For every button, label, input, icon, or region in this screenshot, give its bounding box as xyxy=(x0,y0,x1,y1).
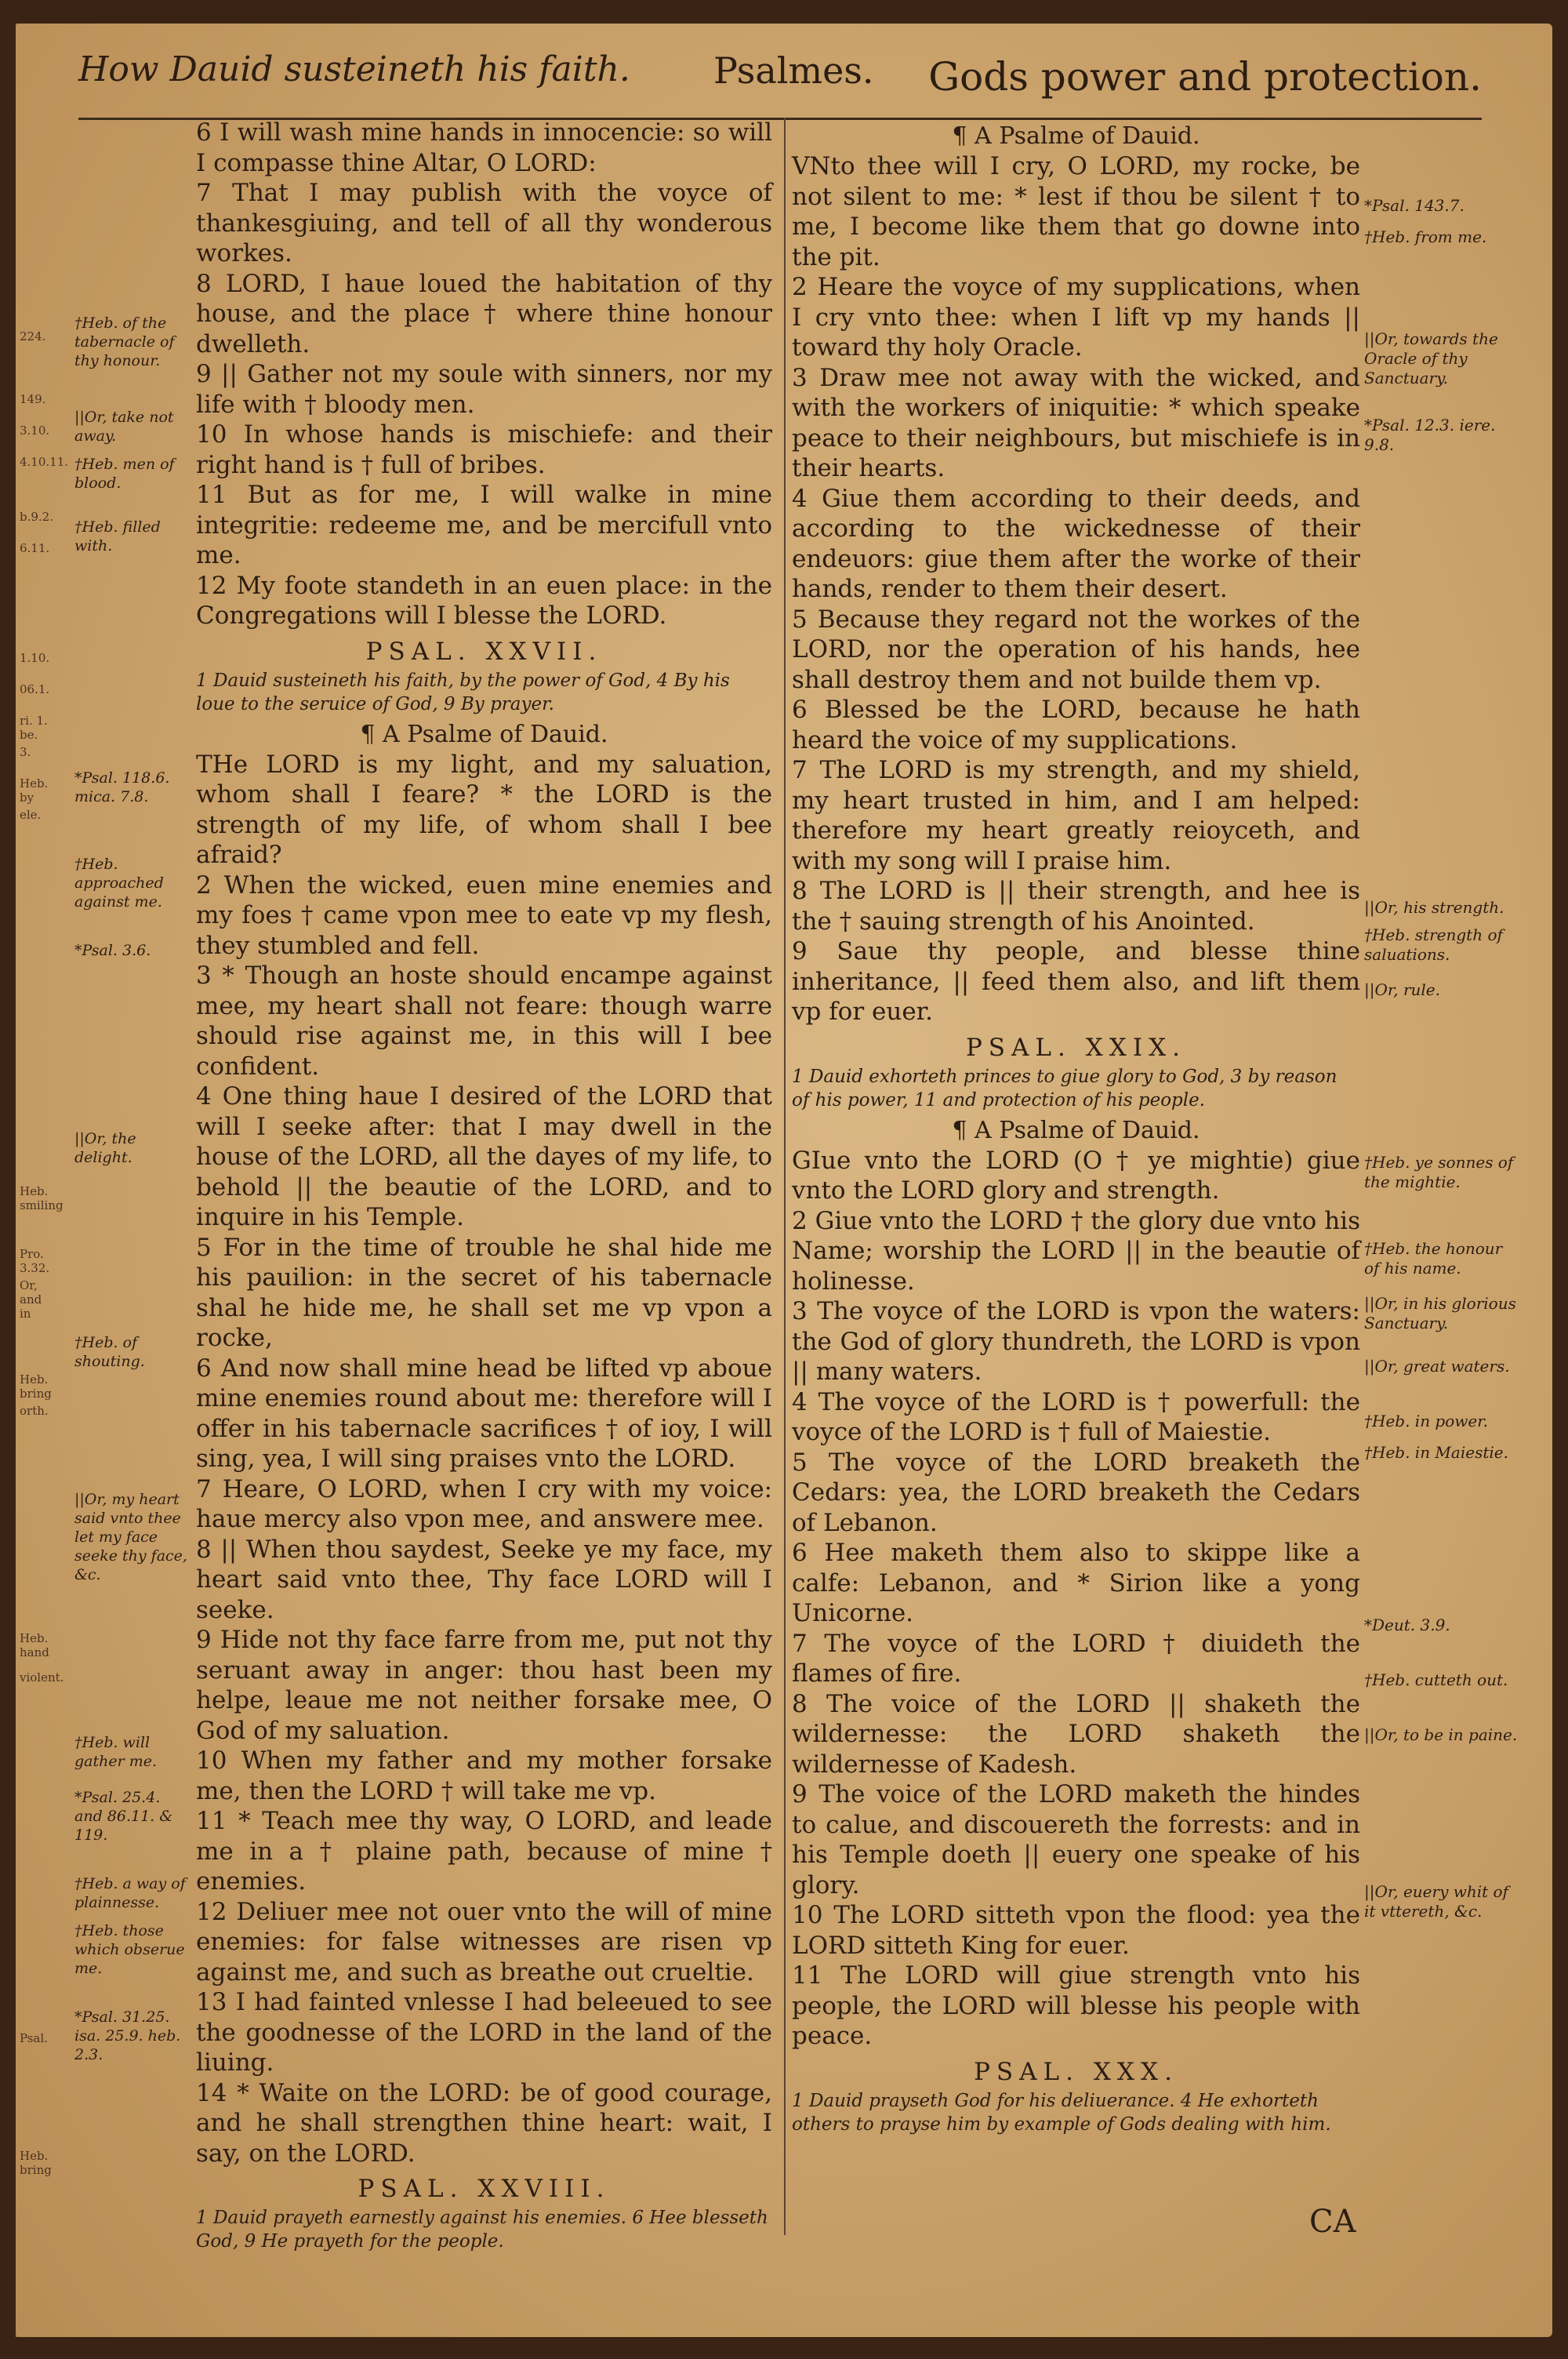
verse: 2 Giue vnto the LORD † the glory due vnto his Name; worship the LORD || in the beautie of holinesse. xyxy=(792,1206,1360,1296)
margin-note-left: ||Or, take not away. xyxy=(74,409,174,445)
margin-note-right: †Heb. in Maiestie. xyxy=(1364,1443,1508,1462)
verse: 9 Hide not thy face farre from me, put not thy seruant away in anger: thou hast been my helpe, leaue me not neither forsake mee, O God of my saluation. xyxy=(196,1626,772,1745)
verse: 11 But as for me, I will walke in mine integritie: redeeme me, and be mercifull vnto me. xyxy=(196,481,772,569)
verse: 12 Deliuer mee not ouer vnto the will of mine enemies: for false witnesses are risen vp against me, and such as breathe out crueltie. xyxy=(196,1897,772,1986)
column-divider xyxy=(784,118,786,2235)
margin-note-right: ||Or, in his glorious Sanctuary. xyxy=(1364,1294,1516,1332)
margin-note-right: *Psal. 143.7. xyxy=(1364,196,1465,215)
psalm-title: ¶ A Psalme of Dauid. xyxy=(360,720,608,748)
edge-fragment: violent. xyxy=(20,1670,64,1685)
verse: 11 * Teach mee thy way, O LORD, and leade me in a † plaine path, because of mine † enemies. xyxy=(196,1807,772,1896)
margin-note-left: †Heb. men of blood. xyxy=(74,456,175,492)
edge-fragment: Psal. xyxy=(20,2031,48,2045)
header-left: How Dauid susteineth his faith. xyxy=(78,49,630,89)
psalm-heading: PSAL. XXVIII. xyxy=(358,2175,611,2203)
edge-fragment: b.9.2. xyxy=(20,510,53,524)
margin-note-right: ||Or, his strength. xyxy=(1364,898,1504,917)
verse: 6 Hee maketh them also to skippe like a calfe: Lebanon, and * Sirion like a yong Unicorne. xyxy=(792,1539,1360,1627)
verse: 5 For in the time of trouble he shal hide me his pauilion: in the secret of his tabernacle shal he hide me, he shall set me vp vpon a rocke, xyxy=(196,1233,772,1352)
margin-note-right: †Heb. ye sonnes of the mightie. xyxy=(1364,1153,1514,1191)
edge-fragment: 06.1. xyxy=(20,682,50,696)
margin-note-left: ||Or, my heart said vnto thee let my face seeke thy face, &c. xyxy=(74,1491,187,1583)
margin-note-right: *Psal. 12.3. iere. 9.8. xyxy=(1364,416,1496,454)
margin-note-left: ||Or, the delight. xyxy=(74,1130,136,1166)
edge-fragment: 3.10. xyxy=(20,423,50,438)
verse: 6 Blessed be the LORD, because he hath heard the voice of my supplications. xyxy=(792,696,1360,754)
edge-fragment: 6.11. xyxy=(20,541,50,555)
verse: 3 Draw mee not away with the wicked, and with the workers of iniquitie: * which speake peace to their neighbours, but mischiefe is in their hearts. xyxy=(792,363,1360,482)
verse: 9 The voice of the LORD maketh the hindes to calue, and discouereth the forrests: and in his Temple doeth || euery one speake of his glory. xyxy=(792,1780,1360,1899)
verse: 9 Saue thy people, and blesse thine inheritance, || feed them also, and lift them vp for euer. xyxy=(792,937,1360,1026)
verse: 8 || When thou saydest, Seeke ye my face, my heart said vnto thee, Thy face LORD will I seeke. xyxy=(196,1535,772,1624)
verse: 7 The voyce of the LORD † diuideth the flames of fire. xyxy=(792,1629,1360,1688)
psalm-title: ¶ A Psalme of Dauid. xyxy=(952,122,1200,150)
right-column xyxy=(792,118,1360,2141)
verse: 7 That I may publish with the voyce of thankesgiuing, and tell of all thy wonderous workes. xyxy=(196,179,772,267)
edge-fragment: Heb. bring xyxy=(20,2149,52,2177)
edge-fragment: ri. 1. be. xyxy=(20,714,48,742)
psalm-heading: PSAL. XXIX. xyxy=(965,1033,1187,1062)
margin-note-right: †Heb. the honour of his name. xyxy=(1364,1239,1503,1278)
margin-note-left: *Psal. 118.6. mica. 7.8. xyxy=(74,769,170,805)
margin-note-left: †Heb. of shouting. xyxy=(74,1334,145,1370)
psalm-summary: 1 Dauid exhorteth princes to giue glory to God, 3 by reason of his power, 11 and protection of his people. xyxy=(792,1066,1338,1110)
verse: 6 And now shall mine head be lifted vp aboue mine enemies round about me: therefore will I offer in his tabernacle sacrifices † of ioy, I will sing, yea, I will sing praises vnto the LORD. xyxy=(196,1354,772,1473)
edge-fragment: 149. xyxy=(20,392,46,406)
verse: VNto thee will I cry, O LORD, my rocke, be not silent to me: * lest if thou be silent † to me, I become like them that go downe into the pit. xyxy=(792,152,1360,271)
verse: 4 Giue them according to their deeds, and according to the wickednesse of their endeuors: giue them after the worke of their hands, render to them their desert. xyxy=(792,484,1360,603)
verse: 4 One thing haue I desired of the LORD that will I seeke after: that I may dwell in the house of the LORD, all the dayes of my life, to behold || the beautie of the LORD, and to inquire in his Temple. xyxy=(196,1082,772,1231)
margin-note-right: †Heb. from me. xyxy=(1364,227,1487,246)
running-header xyxy=(78,43,1482,120)
margin-note-right: †Heb. cutteth out. xyxy=(1364,1670,1508,1689)
verse: 7 Heare, O LORD, when I cry with my voice: haue mercy also vpon mee, and answere mee. xyxy=(196,1474,772,1533)
header-book-title: Psalmes. xyxy=(713,49,874,92)
psalm-heading: PSAL. XXVII. xyxy=(365,637,603,666)
margin-note-left: †Heb. those which obserue me. xyxy=(74,1922,185,1977)
margin-note-right: ||Or, towards the Oracle of thy Sanctuary. xyxy=(1364,329,1498,387)
verse: 3 * Though an hoste should encampe against mee, my heart shall not feare: though warre should rise against me, in this will I bee confident. xyxy=(196,961,772,1081)
header-right: Gods power and protection. xyxy=(928,54,1482,100)
edge-fragment: 4.10.11. xyxy=(20,455,69,469)
left-column xyxy=(196,118,772,2258)
verse: 2 When the wicked, euen mine enemies and my foes † came vpon mee to eate vp my flesh, they stumbled and fell. xyxy=(196,871,772,960)
verse: 8 The voice of the LORD || shaketh the wildernesse: the LORD shaketh the wildernesse of Kadesh. xyxy=(792,1689,1360,1779)
edge-fragment: 224. xyxy=(20,329,46,343)
margin-note-right: *Deut. 3.9. xyxy=(1364,1616,1450,1634)
margin-note-right: ||Or, rule. xyxy=(1364,980,1440,999)
margin-note-left: †Heb. approached against me. xyxy=(74,856,164,911)
edge-fragment: orth. xyxy=(20,1404,49,1418)
verse: 6 I will wash mine hands in innocencie: so will I compasse thine Altar, O LORD: xyxy=(196,118,772,177)
verse: 5 Because they regard not the workes of the LORD, nor the operation of his hands, hee shall destroy them and not builde them vp. xyxy=(792,605,1360,694)
margin-note-left: †Heb. filled with. xyxy=(74,518,161,554)
verse: 13 I had fainted vnlesse I had beleeued to see the goodnesse of the LORD in the land of the liuing. xyxy=(196,1988,772,2077)
psalm-summary: 1 Dauid prayseth God for his deliuerance. 4 He exhorteth others to prayse him by example of Gods dealing with him. xyxy=(792,2090,1331,2135)
verse: 10 The LORD sitteth vpon the flood: yea the LORD sitteth King for euer. xyxy=(792,1901,1360,1960)
edge-fragment: Pro. 3.32. xyxy=(20,1247,50,1275)
verse: 14 * Waite on the LORD: be of good courage, and he shall strengthen thine heart: wait, I say, on the LORD. xyxy=(196,2078,772,2168)
verse: GIue vnto the LORD (O † ye mightie) giue vnto the LORD glory and strength. xyxy=(792,1146,1360,1205)
psalm-summary: 1 Dauid prayeth earnestly against his enemies. 6 Hee blesseth God, 9 He prayeth for the people. xyxy=(196,2208,768,2252)
verse: 4 The voyce of the LORD is † powerfull: the voyce of the LORD is † full of Maiestie. xyxy=(792,1387,1360,1446)
margin-note-right: ||Or, great waters. xyxy=(1364,1357,1510,1376)
margin-note-right: †Heb. strength of saluations. xyxy=(1364,925,1503,964)
verse: 10 In whose hands is mischiefe: and their right hand is † full of bribes. xyxy=(196,420,772,479)
edge-fragment: Heb. hand xyxy=(20,1631,49,1659)
psalm-summary: 1 Dauid susteineth his faith, by the power of God, 4 By his loue to the seruice of God, 9 By prayer. xyxy=(196,670,730,714)
edge-fragment: Heb. bring xyxy=(20,1372,52,1401)
margin-note-left: †Heb. will gather me. xyxy=(74,1734,158,1770)
psalm-heading: PSAL. XXX. xyxy=(974,2057,1178,2086)
verse: 8 The LORD is || their strength, and hee is the † sauing strength of his Anointed. xyxy=(792,877,1360,936)
margin-note-right: ||Or, euery whit of it vttereth, &c. xyxy=(1364,1882,1508,1921)
edge-fragment: ele. xyxy=(20,808,42,822)
psalm-title: ¶ A Psalme of Dauid. xyxy=(952,1116,1200,1144)
verse: 11 The LORD will giue strength vnto his people, the LORD will blesse his people with peace. xyxy=(792,1961,1360,2050)
edge-fragment: 1.10. xyxy=(20,651,50,665)
margin-note-right: †Heb. in power. xyxy=(1364,1412,1488,1430)
edge-fragment: 3. xyxy=(20,745,31,759)
margin-note-left: *Psal. 3.6. xyxy=(74,942,151,959)
verse: 7 The LORD is my strength, and my shield, my heart trusted in him, and I am helped: therefore my heart greatly reioyceth, and with my song will I praise him. xyxy=(792,756,1360,875)
verse: 10 When my father and my mother forsake me, then the LORD † will take me vp. xyxy=(196,1747,772,1805)
edge-fragment: Heb. smiling xyxy=(20,1184,64,1212)
verse: 5 The voyce of the LORD breaketh the Cedars: yea, the LORD breaketh the Cedars of Lebanon. xyxy=(792,1448,1360,1537)
verse: 9 || Gather not my soule with sinners, nor my life with † bloody men. xyxy=(196,360,772,419)
verse: 3 The voyce of the LORD is vpon the waters: the God of glory thundreth, the LORD is vpon || many waters. xyxy=(792,1297,1360,1386)
edge-fragment: Heb. by xyxy=(20,776,49,805)
margin-note-right: ||Or, to be in paine. xyxy=(1364,1725,1518,1744)
edge-fragment: Or, and in xyxy=(20,1278,42,1321)
verse: 12 My foote standeth in an euen place: in the Congregations will I blesse the LORD. xyxy=(196,571,772,630)
verse: 8 LORD, I haue loued the habitation of thy house, and the place † where thine honour dwelleth. xyxy=(196,269,772,358)
catchword: CA xyxy=(1309,2204,1356,2240)
verse: 2 Heare the voyce of my supplications, when I cry vnto thee: when I lift vp my hands || toward thy holy Oracle. xyxy=(792,273,1360,362)
margin-note-left: †Heb. of the tabernacle of thy honour. xyxy=(74,314,175,369)
margin-note-left: *Psal. 25.4. and 86.11. & 119. xyxy=(74,1789,173,1844)
verse: THe LORD is my light, and my saluation, whom shall I feare? * the LORD is the strength of my life, of whom shall I bee afraid? xyxy=(196,750,772,869)
margin-note-left: †Heb. a way of plainnesse. xyxy=(74,1875,186,1911)
margin-note-left: *Psal. 31.25. isa. 25.9. heb. 2.3. xyxy=(74,2008,181,2063)
